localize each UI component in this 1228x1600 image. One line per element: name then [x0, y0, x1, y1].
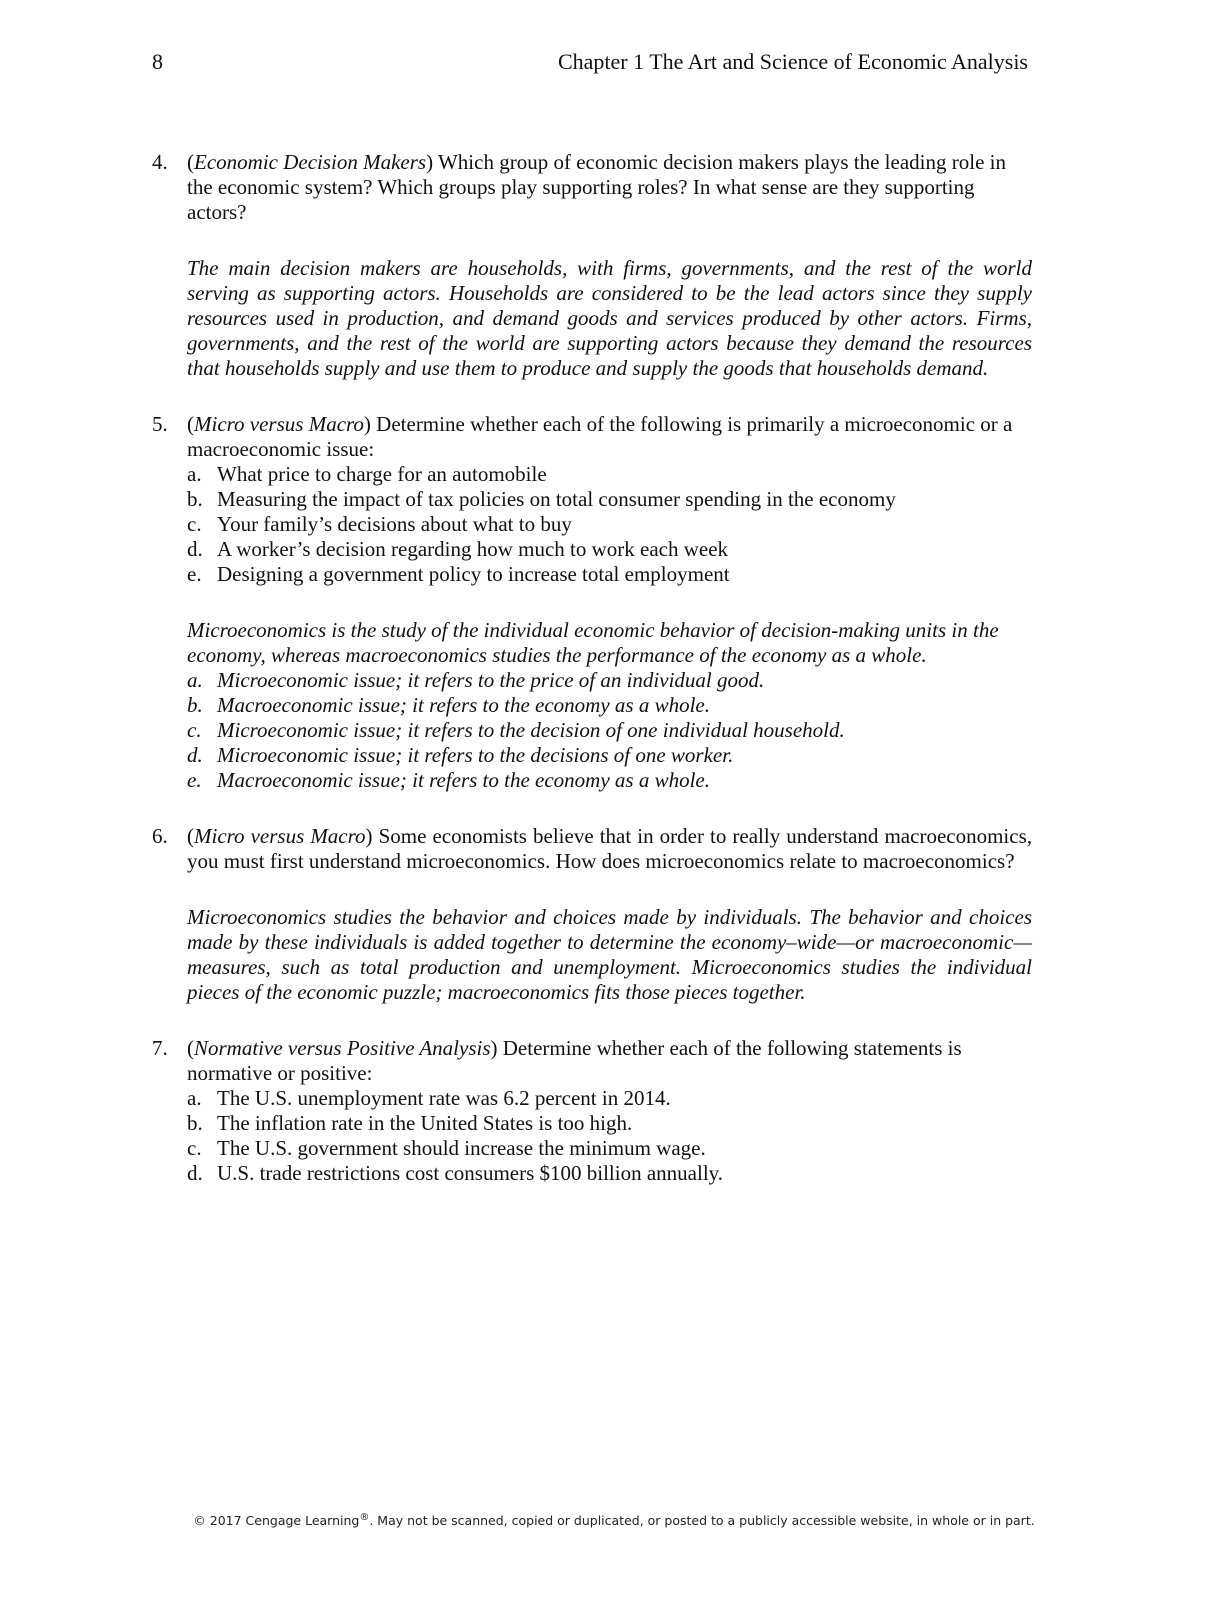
answer-block: [187, 618, 1032, 793]
item-text: Your family’s decisions about what to buy: [217, 512, 572, 536]
question-number: 7.: [152, 1036, 168, 1060]
item-letter: a.: [187, 462, 202, 486]
item-text: What price to charge for an automobile: [217, 462, 547, 486]
question-prompt: (Micro versus Macro) Some economists believe that in order to really understand macroeconomics, you must first understand microeconomics. How does microeconomics relate to macroeconomics?: [187, 824, 1032, 873]
list-item: [187, 693, 1032, 718]
item-text: Macroeconomic issue; it refers to the economy as a whole.: [217, 768, 710, 792]
item-text: U.S. trade restrictions cost consumers $100 billion annually.: [217, 1161, 724, 1185]
item-letter: c.: [187, 512, 202, 536]
list-item: [187, 512, 1032, 537]
item-text: The inflation rate in the United States is too high.: [217, 1111, 633, 1135]
list-item: [187, 1136, 1032, 1161]
item-letter: e.: [187, 562, 202, 586]
running-head: Chapter 1 The Art and Science of Economic Analysis: [557, 49, 1028, 74]
item-text: Designing a government policy to increase total employment: [217, 562, 730, 586]
list-item: [187, 1086, 1032, 1111]
copyright-prefix: © 2017 Cengage Learning: [193, 1513, 360, 1529]
item-letter: b.: [187, 1111, 203, 1135]
question-text: Determine whether each of the following statements is normative or positive:: [187, 1036, 962, 1085]
question-topic: Micro versus Macro: [194, 824, 366, 848]
item-letter: d.: [187, 1161, 203, 1185]
item-text: The U.S. government should increase the minimum wage.: [217, 1136, 706, 1160]
item-letter: c.: [187, 1136, 202, 1160]
list-item: [187, 537, 1032, 562]
question-7: [152, 1036, 1032, 1186]
question-prompt: (Normative versus Positive Analysis) Determine whether each of the following statements is normative or positive:: [187, 1036, 962, 1085]
question-text: Determine whether each of the following is primarily a microeconomic or a macroeconomic issue:: [187, 412, 1013, 461]
item-letter: b.: [187, 693, 203, 717]
list-item: [187, 718, 1032, 743]
question-prompt: (Micro versus Macro) Determine whether each of the following is primarily a microeconomic or a macroeconomic issue:: [187, 412, 1013, 461]
question-items: [187, 462, 1032, 587]
question-prompt: (Economic Decision Makers) Which group of economic decision makers plays the leading role in the economic system? Which groups play supporting roles? In what sense are they supporting actors?: [187, 150, 1006, 224]
question-topic: Economic Decision Makers: [194, 150, 427, 174]
question-number: 4.: [152, 150, 168, 174]
copyright-footer: [0, 1512, 1228, 1528]
list-item: [187, 668, 1032, 693]
item-letter: d.: [187, 537, 203, 561]
registered-mark: ®: [359, 1512, 370, 1523]
list-item: [187, 768, 1032, 793]
answer-text: Microeconomics is the study of the individual economic behavior of decision-making units in the economy, whereas macroeconomics studies the performance of the economy as a whole.: [187, 618, 999, 667]
item-text: Macroeconomic issue; it refers to the economy as a whole.: [217, 693, 710, 717]
page-content: [152, 150, 1032, 1217]
question-topic: Normative versus Positive Analysis: [194, 1036, 491, 1060]
item-letter: c.: [187, 718, 202, 742]
item-text: A worker’s decision regarding how much to work each week: [217, 537, 729, 561]
question-6: [152, 824, 1032, 1005]
question-topic: Micro versus Macro: [194, 412, 364, 436]
question-items: [187, 1086, 1032, 1186]
page-number: 8: [152, 49, 163, 74]
item-letter: e.: [187, 768, 202, 792]
item-letter: a.: [187, 1086, 202, 1110]
list-item: [187, 487, 1032, 512]
item-text: The U.S. unemployment rate was 6.2 percent in 2014.: [217, 1086, 671, 1110]
item-text: Microeconomic issue; it refers to the decision of one individual household.: [217, 718, 845, 742]
item-letter: a.: [187, 668, 203, 692]
list-item: [187, 743, 1032, 768]
list-item: [187, 1161, 1032, 1186]
question-4: [152, 150, 1032, 381]
list-item: [187, 1111, 1032, 1136]
item-text: Measuring the impact of tax policies on total consumer spending in the economy: [217, 487, 896, 511]
copyright-suffix: . May not be scanned, copied or duplicated, or posted to a publicly accessible website, in whole or in part.: [369, 1513, 1035, 1529]
answer-text: Microeconomics studies the behavior and choices made by individuals. The behavior and choices made by these individuals is added together to determine the economy–wide—or macroeconomic—measures, such as total production and unemployment. Microeconomics studies the individual pieces of the economic puzzle; macroeconomics fits those pieces together.: [187, 905, 1032, 1004]
item-text: Microeconomic issue; it refers to the decisions of one worker.: [217, 743, 734, 767]
item-letter: d.: [187, 743, 203, 767]
page-header: [0, 47, 1228, 77]
answer-items: [187, 668, 1032, 793]
list-item: [187, 462, 1032, 487]
question-text: Some economists believe that in order to really understand macroeconomics, you must first understand microeconomics. How does microeconomics relate to macroeconomics?: [187, 824, 1032, 873]
question-5: [152, 412, 1032, 793]
question-text: Which group of economic decision makers plays the leading role in the economic system? Which groups play supporting roles? In what sense are they supporting actors?: [187, 150, 1006, 224]
list-item: [187, 562, 1032, 587]
item-text: Microeconomic issue; it refers to the price of an individual good.: [217, 668, 765, 692]
item-letter: b.: [187, 487, 203, 511]
question-number: 6.: [152, 824, 168, 848]
question-number: 5.: [152, 412, 168, 436]
answer-text: The main decision makers are households, with firms, governments, and the rest of the world serving as supporting actors. Households are considered to be the lead actors since they supply resources used in production, and demand goods and services produced by other actors. Firms, governments, and the rest of the world are supporting actors because they demand the resources that households supply and use them to produce and supply the goods that households demand.: [187, 256, 1032, 380]
